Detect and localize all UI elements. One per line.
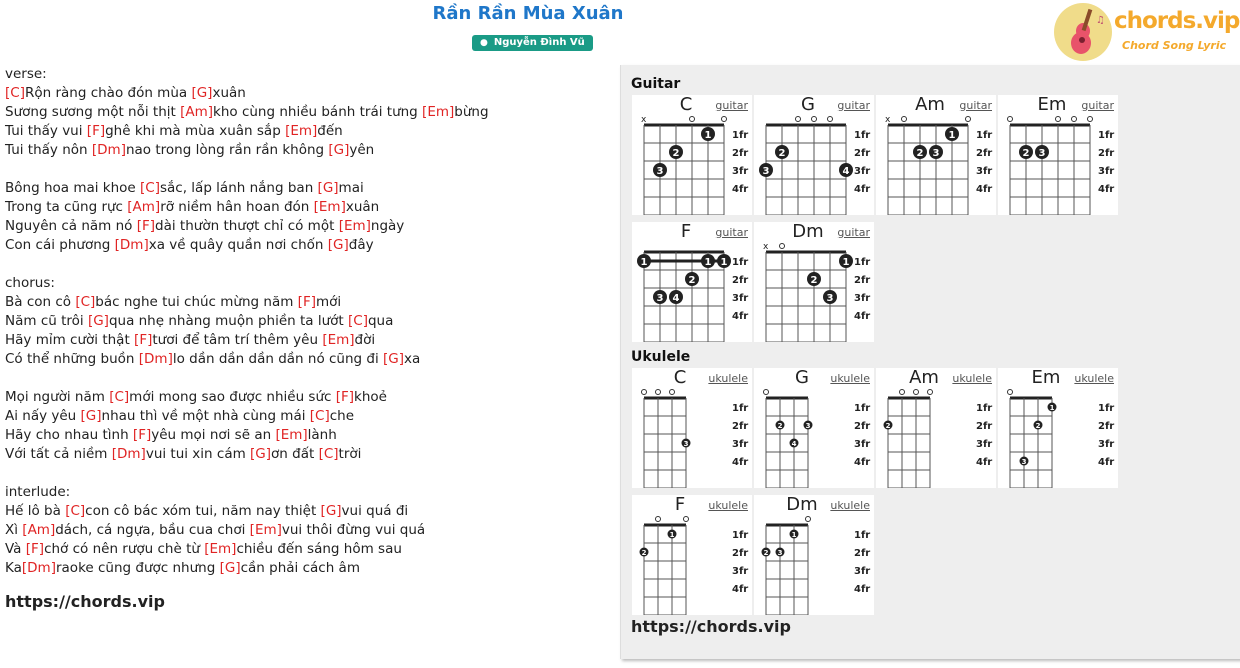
- lyric-text: vui thôi đừng vui quá: [281, 522, 426, 538]
- chord-link[interactable]: [F]: [136, 218, 156, 234]
- lyric-text: Với tất cả niềm: [5, 446, 112, 462]
- finger-number: 2: [810, 275, 818, 286]
- finger-number: 2: [1035, 422, 1041, 430]
- lyric-text: mới: [315, 294, 342, 310]
- lyric-line: [5, 388, 605, 407]
- finger-number: 1: [948, 130, 956, 141]
- open-string-marker: [722, 117, 727, 122]
- fret-label: 4fr: [732, 584, 749, 595]
- finger-number: 4: [672, 293, 680, 304]
- fret-label: 1fr: [1098, 130, 1115, 141]
- fret-label: 3fr: [1098, 439, 1115, 450]
- lyric-text: kho cùng nhiều bánh trái tưng: [213, 104, 423, 120]
- ukulele-chord-card[interactable]: [754, 368, 874, 488]
- lyric-line: [5, 84, 605, 103]
- finger-number: 4: [842, 166, 850, 177]
- open-string-marker: [1008, 390, 1013, 395]
- fret-label: 1fr: [732, 130, 749, 141]
- chord-link[interactable]: [C]: [348, 313, 368, 329]
- lyric-text: ngày: [370, 218, 405, 234]
- chord-link[interactable]: [Dm]: [138, 351, 173, 367]
- chord-instrument-link[interactable]: guitar: [1081, 99, 1114, 112]
- fret-label: 4fr: [854, 311, 871, 322]
- chord-link[interactable]: [G]: [87, 313, 109, 329]
- lyric-line: [5, 331, 605, 350]
- lyrics-block: [5, 65, 605, 611]
- finger-number: 3: [1038, 148, 1046, 159]
- fret-label: 3fr: [732, 566, 749, 577]
- finger-number: 1: [669, 531, 675, 539]
- chord-instrument-link[interactable]: ukulele: [1074, 372, 1114, 385]
- fret-label: 2fr: [732, 275, 749, 286]
- finger-number: 3: [762, 166, 770, 177]
- finger-number: 3: [932, 148, 940, 159]
- finger-number: 3: [1021, 458, 1027, 466]
- lyric-text: vui tui xin cám: [145, 446, 251, 462]
- fret-label: 2fr: [854, 548, 871, 559]
- fret-label: 2fr: [976, 148, 993, 159]
- finger-number: 3: [805, 422, 811, 430]
- ukulele-chord-card[interactable]: [998, 368, 1118, 488]
- finger-number: 3: [826, 293, 834, 304]
- guitar-chord-card[interactable]: [876, 95, 996, 215]
- lyric-text: Sương sương một nỗi thịt: [5, 104, 181, 120]
- fret-label: 4fr: [976, 184, 993, 195]
- lyric-line: [5, 464, 605, 483]
- lyric-text: Bà con cô: [5, 294, 76, 310]
- finger-number: 3: [777, 549, 783, 557]
- open-string-marker: [684, 517, 689, 522]
- open-string-marker: [1056, 117, 1061, 122]
- chord-link[interactable]: [G]: [320, 503, 342, 519]
- fret-label: 3fr: [854, 439, 871, 450]
- lyric-text: ơn đất: [271, 446, 319, 462]
- chord-name: Em: [1031, 367, 1061, 388]
- logo-tagline: Chord Song Lyric: [1122, 39, 1227, 52]
- fret-label: 2fr: [854, 148, 871, 159]
- chord-name: F: [674, 494, 686, 515]
- ukulele-chord-card[interactable]: [632, 368, 752, 488]
- fret-label: 3fr: [976, 439, 993, 450]
- lyric-line: [5, 293, 605, 312]
- chord-link[interactable]: [F]: [25, 541, 45, 557]
- lyric-text: đây: [348, 237, 374, 253]
- lyric-line: [5, 255, 605, 274]
- finger-number: 2: [763, 549, 769, 557]
- fret-label: 2fr: [1098, 421, 1115, 432]
- author-name: Nguyễn Đình Vũ: [493, 37, 585, 48]
- finger-number: 2: [688, 275, 696, 286]
- chord-name: G: [795, 367, 809, 388]
- fret-label: 4fr: [732, 457, 749, 468]
- lyric-text: Mọi người năm: [5, 389, 110, 405]
- panel-site-url[interactable]: https://chords.vip: [631, 617, 791, 636]
- chord-name: Am: [909, 367, 939, 388]
- chord-name: C: [679, 94, 693, 115]
- chord-instrument-link[interactable]: guitar: [715, 226, 748, 239]
- open-string-marker: [642, 390, 647, 395]
- fret-label: 3fr: [854, 566, 871, 577]
- lyric-text: che: [329, 408, 355, 424]
- finger-number: 1: [720, 257, 728, 268]
- lyric-text: tươi để tâm trí thêm yêu: [152, 332, 323, 348]
- lyric-line: [5, 559, 605, 578]
- ukulele-chord-card[interactable]: [876, 368, 996, 488]
- open-string-marker: [656, 390, 661, 395]
- guitar-heading: Guitar: [631, 76, 681, 92]
- logo-brand-text: chords.vip: [1114, 8, 1240, 34]
- open-string-marker: [1088, 117, 1093, 122]
- site-url[interactable]: https://chords.vip: [5, 592, 165, 611]
- open-string-marker: [656, 517, 661, 522]
- fret-label: 3fr: [732, 439, 749, 450]
- chord-instrument-link[interactable]: guitar: [837, 99, 870, 112]
- chord-link[interactable]: [F]: [335, 389, 355, 405]
- finger-number: 2: [672, 148, 680, 159]
- lyric-line: [5, 312, 605, 331]
- chord-link[interactable]: [G]: [191, 85, 213, 101]
- fret-label: 2fr: [1098, 148, 1115, 159]
- lyric-text: Hế lô bà: [5, 503, 66, 519]
- chord-link[interactable]: [C]: [75, 294, 96, 310]
- lyric-text: Ai nấy yêu: [5, 408, 81, 424]
- fret-label: 2fr: [732, 421, 749, 432]
- fret-label: 1fr: [854, 257, 871, 268]
- fret-label: 4fr: [854, 184, 871, 195]
- lyric-text: xuân: [212, 85, 246, 101]
- lyric-line: [5, 274, 605, 293]
- lyric-text: lành: [307, 427, 337, 443]
- fret-label: 4fr: [976, 457, 993, 468]
- fret-label: 4fr: [854, 457, 871, 468]
- lyric-text: nao trong lòng rần rần không: [125, 142, 329, 158]
- lyric-text: đến: [317, 123, 343, 139]
- lyric-text: Và: [5, 541, 26, 557]
- open-string-marker: [828, 117, 833, 122]
- lyric-text: xuân: [345, 199, 380, 215]
- lyric-text: yên: [349, 142, 375, 158]
- finger-number: 2: [1022, 148, 1030, 159]
- fret-label: 2fr: [854, 421, 871, 432]
- lyric-text: lo dần dần dần dần nó cũng đi: [172, 351, 384, 367]
- chord-link[interactable]: [C]: [109, 389, 130, 405]
- lyric-text: xa về quây quần nơi chốn: [148, 237, 328, 253]
- lyric-text: Nguyên cả năm nó: [5, 218, 137, 234]
- fret-label: 1fr: [976, 403, 993, 414]
- fret-label: 1fr: [1098, 403, 1115, 414]
- open-string-marker: [690, 117, 695, 122]
- lyric-line: [5, 426, 605, 445]
- chord-link[interactable]: [Em]: [322, 332, 355, 348]
- chord-instrument-link[interactable]: guitar: [959, 99, 992, 112]
- lyric-text: trời: [338, 446, 362, 462]
- fret-label: 1fr: [732, 403, 749, 414]
- chord-name: Am: [915, 94, 945, 115]
- chord-link[interactable]: [Dm]: [21, 560, 56, 576]
- finger-number: 1: [704, 130, 712, 141]
- chord-link[interactable]: [G]: [219, 560, 241, 576]
- chord-link[interactable]: [C]: [65, 503, 86, 519]
- lyric-text: khoẻ: [354, 389, 387, 405]
- lyric-text: mới mong sao được nhiều sức: [129, 389, 336, 405]
- fret-label: 1fr: [854, 130, 871, 141]
- open-string-marker: [1008, 117, 1013, 122]
- muted-string-marker: x: [885, 115, 891, 125]
- lyric-line: [5, 236, 605, 255]
- chord-link[interactable]: [C]: [5, 85, 25, 101]
- finger-number: 3: [656, 166, 664, 177]
- lyric-text: rỡ niềm hân hoan đón: [160, 199, 314, 215]
- open-string-marker: [928, 390, 933, 395]
- lyric-text: con cô bác xóm tui, năm nay thiệt: [85, 503, 321, 519]
- ukulele-heading: Ukulele: [631, 349, 691, 365]
- svg-text:♫: ♫: [1096, 15, 1105, 26]
- open-string-marker: [806, 517, 811, 522]
- lyric-text: Xì: [5, 522, 23, 538]
- lyric-text: chorus:: [5, 275, 55, 291]
- lyric-line: [5, 445, 605, 464]
- lyric-text: nhau thì về một nhà cùng mái: [101, 408, 310, 424]
- chord-link[interactable]: [F]: [297, 294, 316, 310]
- chord-instrument-link[interactable]: ukulele: [830, 499, 870, 512]
- fret-label: 2fr: [732, 548, 749, 559]
- chord-link[interactable]: [Dm]: [114, 237, 149, 253]
- guitar-chord-card[interactable]: [998, 95, 1118, 215]
- finger-number: 1: [704, 257, 712, 268]
- lyric-line: [5, 521, 605, 540]
- lyric-line: [5, 141, 605, 160]
- lyric-text: ghê khi mà mùa xuân sắp: [105, 123, 286, 139]
- chord-instrument-link[interactable]: guitar: [715, 99, 748, 112]
- open-string-marker: [900, 390, 905, 395]
- chord-name: G: [801, 94, 815, 115]
- guitar-chord-card[interactable]: [754, 222, 874, 342]
- ukulele-chord-card[interactable]: [632, 495, 752, 615]
- fret-label: 2fr: [854, 275, 871, 286]
- lyric-text: bác nghe tui chúc mừng năm: [95, 294, 298, 310]
- lyric-line: [5, 198, 605, 217]
- chord-link[interactable]: [C]: [309, 408, 330, 424]
- guitar-logo-icon: [1054, 3, 1112, 61]
- chord-instrument-link[interactable]: ukulele: [708, 499, 748, 512]
- guitar-chord-card[interactable]: [632, 95, 752, 215]
- chord-link[interactable]: [Em]: [249, 522, 282, 538]
- guitar-chord-card[interactable]: [632, 222, 752, 342]
- finger-number: 2: [778, 148, 786, 159]
- chord-link[interactable]: [G]: [80, 408, 102, 424]
- lyric-text: mai: [338, 180, 364, 196]
- lyric-text: chớ có nên rượu chè từ: [44, 541, 205, 557]
- lyric-text: dách, cá ngựa, bầu cua chơi: [55, 522, 250, 538]
- song-title: Rần Rần Mùa Xuân: [432, 3, 624, 24]
- lyric-text: Rộn ràng chào đón mùa: [24, 85, 192, 101]
- fret-label: 4fr: [1098, 184, 1115, 195]
- chord-link[interactable]: [Em]: [313, 199, 346, 215]
- lyric-line: [5, 179, 605, 198]
- finger-number: 1: [791, 531, 797, 539]
- fret-label: 1fr: [976, 130, 993, 141]
- lyric-line: [5, 540, 605, 559]
- finger-number: 2: [641, 549, 647, 557]
- open-string-marker: [764, 390, 769, 395]
- lyric-text: Trong ta cũng rực: [5, 199, 128, 215]
- chord-link[interactable]: [Em]: [285, 123, 318, 139]
- lyric-text: qua: [367, 313, 394, 329]
- lyric-text: chiều đến sáng hôm sau: [236, 541, 402, 557]
- lyric-text: Tui thấy vui: [5, 123, 87, 139]
- lyric-text: sắc, lấp lánh nắng ban: [159, 180, 318, 196]
- lyric-text: vui quá đi: [341, 503, 409, 519]
- lyric-text: Hãy cho nhau tình: [5, 427, 133, 443]
- lyric-text: Ka: [5, 560, 22, 576]
- chord-link[interactable]: [G]: [317, 180, 339, 196]
- fret-label: 3fr: [732, 166, 749, 177]
- chord-link[interactable]: [G]: [250, 446, 272, 462]
- lyric-line: [5, 103, 605, 122]
- chord-link[interactable]: [F]: [86, 123, 106, 139]
- lyric-line: [5, 122, 605, 141]
- fret-label: 3fr: [854, 293, 871, 304]
- fret-label: 3fr: [976, 166, 993, 177]
- open-string-marker: [914, 390, 919, 395]
- chord-name: F: [680, 221, 692, 242]
- finger-number: 3: [683, 440, 689, 448]
- fret-label: 4fr: [1098, 457, 1115, 468]
- fret-label: 3fr: [1098, 166, 1115, 177]
- fret-label: 4fr: [854, 584, 871, 595]
- finger-number: 1: [640, 257, 648, 268]
- muted-string-marker: x: [763, 242, 769, 252]
- chord-link[interactable]: [Dm]: [91, 142, 126, 158]
- chord-name: Dm: [786, 494, 818, 515]
- lyric-line: [5, 217, 605, 236]
- open-string-marker: [780, 244, 785, 249]
- chord-instrument-link[interactable]: ukulele: [830, 372, 870, 385]
- lyric-text: interlude:: [5, 484, 71, 500]
- open-string-marker: [902, 117, 907, 122]
- fret-label: 1fr: [732, 530, 749, 541]
- lyric-text: Có thể những buồn: [5, 351, 139, 367]
- lyric-text: cần phải cách âm: [240, 560, 360, 576]
- chord-panel: [620, 65, 1240, 659]
- open-string-marker: [966, 117, 971, 122]
- guitar-chord-card[interactable]: [754, 95, 874, 215]
- fret-label: 2fr: [732, 148, 749, 159]
- lyric-line: [5, 407, 605, 426]
- finger-number: 1: [1049, 404, 1055, 412]
- lyric-line: [5, 502, 605, 521]
- chord-link[interactable]: [G]: [383, 351, 405, 367]
- chord-link[interactable]: [Am]: [127, 199, 161, 215]
- open-string-marker: [1072, 117, 1077, 122]
- chord-instrument-link[interactable]: guitar: [837, 226, 870, 239]
- fret-label: 4fr: [732, 184, 749, 195]
- user-icon: ●: [480, 38, 488, 48]
- chord-link[interactable]: [F]: [132, 427, 152, 443]
- chord-link[interactable]: [C]: [140, 180, 160, 196]
- chord-instrument-link[interactable]: ukulele: [708, 372, 748, 385]
- chord-link[interactable]: [G]: [327, 237, 349, 253]
- lyric-text: Bông hoa mai khoe: [5, 180, 141, 196]
- lyric-text: verse:: [5, 66, 47, 82]
- fret-label: 1fr: [732, 257, 749, 268]
- lyric-text: bừng: [454, 104, 489, 120]
- fret-label: 1fr: [854, 403, 871, 414]
- chord-name: Em: [1037, 94, 1067, 115]
- lyric-line: [5, 369, 605, 388]
- fret-label: 4fr: [732, 311, 749, 322]
- fret-label: 1fr: [854, 530, 871, 541]
- finger-number: 4: [791, 440, 797, 448]
- open-string-marker: [812, 117, 817, 122]
- chord-link[interactable]: [Am]: [22, 522, 56, 538]
- ukulele-chord-card[interactable]: [754, 495, 874, 615]
- chord-link[interactable]: [Dm]: [111, 446, 146, 462]
- open-string-marker: [796, 117, 801, 122]
- site-logo[interactable]: [1054, 2, 1240, 62]
- muted-string-marker: x: [641, 115, 647, 125]
- chord-instrument-link[interactable]: ukulele: [952, 372, 992, 385]
- lyric-text: xa: [404, 351, 421, 367]
- chord-link[interactable]: [G]: [328, 142, 350, 158]
- lyric-line: [5, 483, 605, 502]
- author-badge[interactable]: [472, 35, 593, 51]
- chord-link[interactable]: [Em]: [338, 218, 371, 234]
- finger-number: 2: [777, 422, 783, 430]
- lyric-line: [5, 65, 605, 84]
- chord-link[interactable]: [C]: [318, 446, 339, 462]
- fret-label: 3fr: [854, 166, 871, 177]
- lyric-text: Con cái phương: [5, 237, 115, 253]
- open-string-marker: [670, 390, 675, 395]
- chord-link[interactable]: [Em]: [204, 541, 237, 557]
- finger-number: 2: [916, 148, 924, 159]
- lyric-text: raoke cũng được nhưng: [55, 560, 220, 576]
- finger-number: 1: [842, 257, 850, 268]
- lyric-text: đời: [354, 332, 376, 348]
- finger-number: 2: [885, 422, 891, 430]
- lyric-text: yêu mọi nơi sẽ an: [151, 427, 276, 443]
- chord-link[interactable]: [Em]: [422, 104, 455, 120]
- lyric-line: [5, 160, 605, 179]
- fret-label: 3fr: [732, 293, 749, 304]
- chord-link[interactable]: [F]: [134, 332, 153, 348]
- chord-name: Dm: [792, 221, 824, 242]
- lyric-text: Hãy mỉm cười thật: [5, 332, 135, 348]
- lyric-text: dài thườn thượt chỉ có một: [155, 218, 339, 234]
- lyric-line: [5, 350, 605, 369]
- chord-link[interactable]: [Em]: [275, 427, 308, 443]
- lyric-text: Năm cũ trôi: [5, 313, 88, 329]
- chord-link[interactable]: [Am]: [180, 104, 214, 120]
- lyric-text: Tui thấy nôn: [5, 142, 92, 158]
- fret-label: 2fr: [976, 421, 993, 432]
- finger-number: 3: [656, 293, 664, 304]
- lyric-text: qua nhẹ nhàng muộn phiền ta lướt: [108, 313, 348, 329]
- chord-name: C: [673, 367, 687, 388]
